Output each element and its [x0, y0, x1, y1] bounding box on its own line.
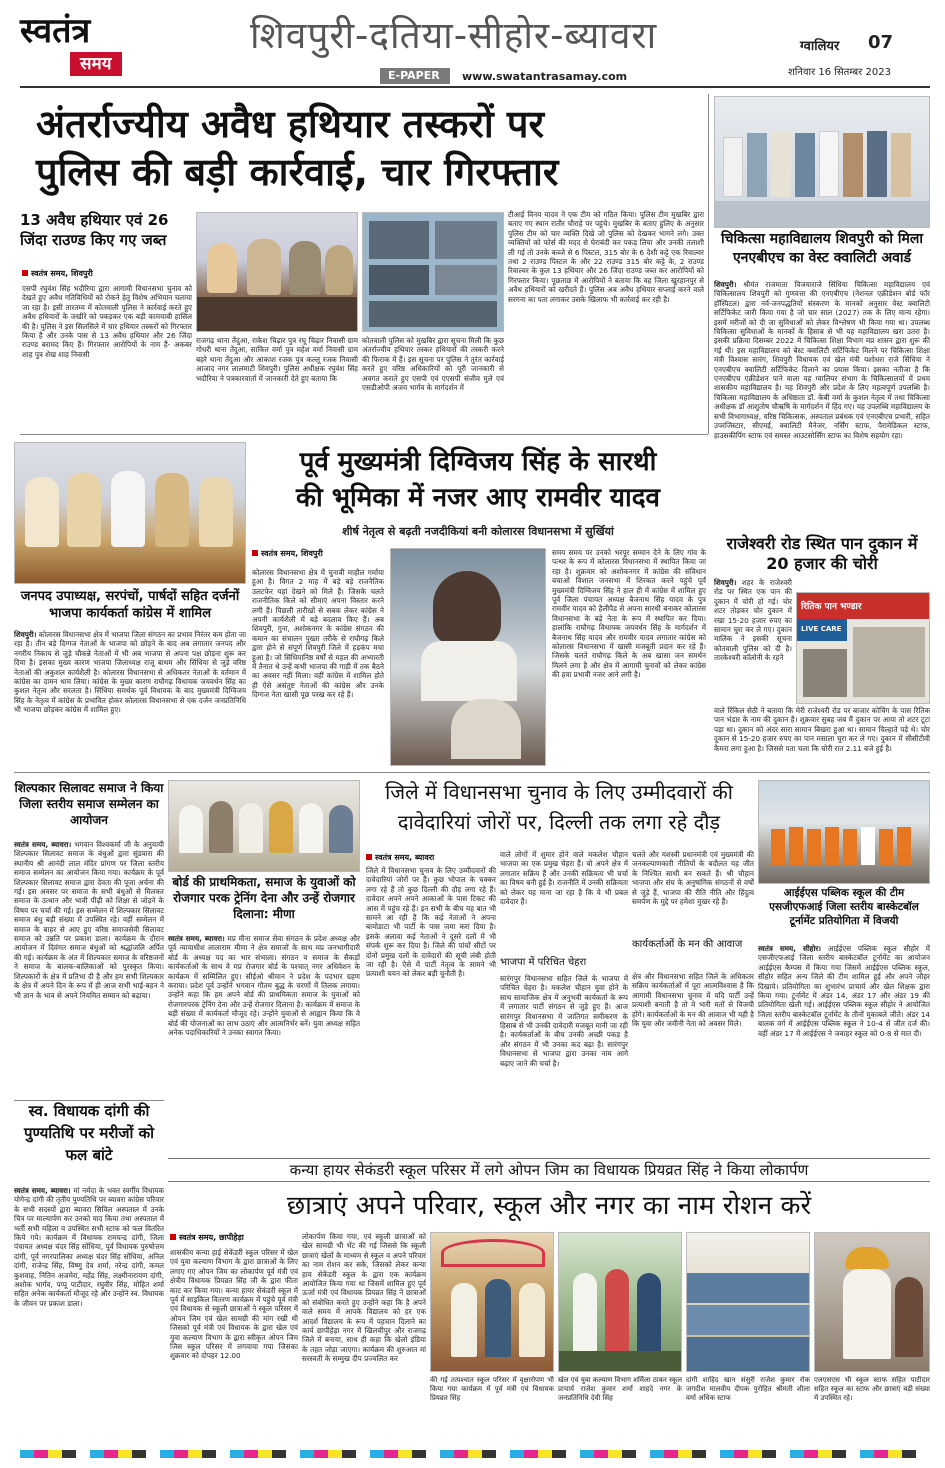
ips-headline: आईईएस पब्लिक स्कूल की टीम एसजीएफआई जिला स्तरीय बास्केटबॉल टूर्नामेंट प्रतियोगिता में विजयी	[769, 887, 919, 927]
digvijay-body-col-2: समय समय पर उनको भरपूर सम्मान देने के लिए गांव के पत्थर के रूप में कोलारस विधानसभा में स्थापित किया जा रहा है। शुक्रवार को अशोकनगर में कांग्रेस की संविधान बचाओ विशाल जनसभा में शिरकत करने पहुंचे पूर्व मुख्यमंत्री दिग्विजय सिंह ने हाल ही में कांग्रेस में शामिल हुए पूर्व जिला पंचायत अध्यक्ष बैजनाथ सिंह यादव के पुत्र रामवीर यादव को हैलीपैड से अपना सारथी बनाकर कोलारस विधानसभा के बड़े नेता के रूप में स्थापित कर दिया। हालांकि राघौगढ़ विधायक जयवर्धन सिंह के मार्गदर्शन में बैजनाथ सिंह यादव और रामवीर यादव लगातार कांग्रेस को कोलारस विधानसभा में खासी मजबूती प्रदान कर रहे हैं। जिसके चलते राघौगढ़ किले के अब खासा जन समर्थन मिलने लगा है और क्षेत्र में आगामी चुनावों को लेकर कांग्रेस की हवा प्रभावी नजर आने लगी है।	[552, 548, 706, 680]
shop-sign-text: रितिक पान भण्डार	[801, 602, 862, 612]
open-gym-band	[168, 1158, 930, 1182]
chunav-body-col-5: क्षेत्र और विधानसभा सहित जिले के अधिकतर सक्रिय कार्यकर्ताओं में पूरा आत्मविश्वास है कि आगामी विधानसभा चुनाव में यदि पार्टी उन्हें प्रत्याशी बनाती है तो वे भारी मतों से विजयी होंगे। कार्यकर्ताओं के मन की आवाज भी यही है कि युवा और जमीनी नेता को अवसर मिले।	[632, 972, 754, 1029]
masthead-rule	[20, 86, 930, 88]
lead-body-col-3: कोतवाली पुलिस को मुखबिर द्वारा सूचना मिली कि कुछ अंतर्राज्यीय हथियार तस्कर हथियारों की तस्करी करने की फिराक में हैं। इस सूचना पर पुलिस ने तुरंत कार्रवाई करते हुए वरिष्ठ अधिकारियों को पूरी जानकारी से अवगत कराते हुए एसपी एवं एएसपी संजीव मुले एवं एसडीओपी अजय भार्गव के मार्गदर्शन में	[362, 336, 504, 393]
medical-body: शिवपुरी। श्रीमंत राजमाता विजयाराजे सिंधिया चिकित्सा महाविद्यालय एवं चिकित्सालय शिवपुरी को गुणवत्ता की एनएबीएच (नेशनल एक्रीडेशन बोर्ड फॉर हॉस्पिटल) द्वारा नर्व-जनपद्धतियों संस्करण के मानकों अनुसार वेस्ट क्वालिटी सर्टिफिकेट जारी किया गया है जो चार साल (2027) तक के लिए मान्य रहेगा। इसमें मरीजों को दी जा सुविधाओं को लेकर विश्लेषण भी किया गया था। उपलब्ध चिकित्सा सुविधाओं के मानकों के हिसाब से भी यह महाविद्यालय खरा उतरा है। इसकी प्रक्रिया दिसम्बर 2022 में चिकित्सा शिक्षा विभाग मप्र शासन द्वारा शुरू की गई थी। इस महाविद्यालय को बेस्ट क्वालिटी सर्टिफिकेट मिलने पर चिकित्सा शिक्षा मंत्री विश्वास सारंग, शिवपुरी विधायक एवं खेल मंत्री यशोधरा राजे सिंधिया ने एनएबीएच क्वालिटी सर्टिफिकेट दिलाने का प्रयास किया। इसका नतीजा है कि एनएबीएच एक्रीडेशन पाने वाला यह ग्वालियर संभाग के चिकित्सालयों में प्रथम शासकीय महाविद्यालय है। यह शिवपुरी और प्रदेश के लिए महत्वपूर्ण उपलब्धि है। चिकित्सा महाविद्यालय के अधिष्ठाता डॉ. केबी वर्मा के कुशल नेतृत्व में तथा चिकित्सा अधीक्षक डॉ आशुतोष चौऋषि के मार्गदर्शन में हिंद गए। यह उपलब्धि महाविद्यालय के सभी विभागाध्यक्ष, वरिष्ठ चिकित्सक, अस्पताल प्रबंधक एवं एनएबीएच प्रभारी, सहित उपरजिस्टार, सीएमई, क्वालिटी मैनेजर, नर्सिंग स्टाफ, पैरामेडिकल स्टाफ, हाउसकीपिंग स्टाफ एवं समस्त आउटसोर्सिंग स्टाफ का विशेष सहयोग रहा।	[714, 280, 930, 440]
shilpkar-headline: शिल्पकार सिलावट समाज ने किया जिला स्तरीय समाज सम्मेलन का आयोजन	[14, 781, 164, 827]
masthead	[0, 0, 945, 88]
digvijay-body-col-1: कोलारस विधानसभा क्षेत्र में चुनावी माहौल गर्माया हुआ है। विगत 2 माह में बड़े बड़े राजनैतिक उलटफेर यहां देखने को मिले हैं। जिसके चलते राजनीतिक किले को सीमाएं अपना विस्तार करने लगी हैं। पिछली तारीखों से सबक लेकर कांग्रेस ने अपनी कार्यशैली में बड़े बदलाव किए हैं। अब शिवपुरी, गुना, अशोकनगर के कांग्रेस संगठन की कमान का संचालन पुख्ता तरीके से राघौगढ़ किले द्वारा होने से संपूर्ण शिवपुरी जिले में हड़कंप मचा हुआ है। जो सिंधियानिष्ठ वर्षों से महल की अभ्यारती में तैनात थे उन्हें कभी भाजपा की गाड़ी में तक बैठने का अवसर नहीं मिला। वहीं कांग्रेस में शामिल होते ही ऐसे असंतुष्ट नेताओं की कांग्रेस और उनके दिग्गज नेता खासी पूछ परख कर रहे हैं।	[252, 568, 384, 700]
digvijay-byline: स्वतंत्र समय, शिवपुरी	[252, 548, 452, 559]
board-body: स्वतंत्र समय, ब्यावरा। मप्र मीना समाज सेवा संगठन के प्रदेश अध्यक्ष और पूर्व न्यायाधीश लालाराम मीणा ने क्षेत्र समाजों के साथ मप्र जनभागीदारी बोर्ड के अध्यक्ष पद का भार संभाला। संगठन व समाज के सैकड़ों कार्यकर्ताओं के साथ वे मप्र रोजगार बोर्ड के पश्चात् नगर अधिवेशन के कार्यक्रम में सम्मिलित हुए। सीईओ श्रीमान ने प्रदेश के पदभार ग्रहण कराया। प्रदेश पूर्व उन्होंने भगवान गौतम बुद्ध के चरणों में तिलक लगाया। उन्होंने कहा कि हम अपने बोर्ड की प्राथमिकता समाज के युवाओं को रोजगारपरक ट्रेनिंग देना और उन्हें रोजगार दिलाना है। कार्यक्रम में समाज के बड़ी संख्या में कार्यकर्ता मौजूद रहे। उन्होंने युवाओं से आह्वान किया कि वे बोर्ड की योजनाओं का लाभ उठाएं और आत्मनिर्भर बनें। युवा अध्यक्ष सहित अनेक पदाधिकारियों ने उनका स्वागत किया।	[168, 934, 360, 1038]
board-photo	[168, 780, 360, 872]
lead-photo-seized-weapons	[362, 212, 504, 332]
janpad-body: शिवपुरी। कोलारस विधानसभा क्षेत्र में भाजपा जिला संगठन का प्रभाव निरंतर कम होता जा रहा है। तीन बड़े दिग्गज नेताओं के भाजपा को छोड़ने के बाद अब लगातार जनपद और नगरीय निकाय से जुड़े चौकन्ने नेताओं में भी अब भाजपा से अपना पक्ष छोड़ना शुरू कर दिया है। इसका मुख्य कारण भाजपा जिलाध्यक्ष राजू बाथम और सिंधिया से जुड़े वरिष्ठ नेताओं की अकुशल कार्यशैली है। कोलारस विधानसभा से अधिकतर नेताओं के वर्तमान में कांग्रेस का दामन थाम लिया। कांग्रेस के मुख्य कारण राघौगढ़ विधायक जयवर्धन सिंह का कुशल नेतृत्व और सरलता है। सिंधिया समर्थक पूर्व विधायक के बाद मुख्यमंत्री दिग्विजय सिंह के नेतृत्व में कांग्रेस के प्रभावित होकर कोलारस विधानसभा से एक दर्जन जनप्रतिनिधि भी भाजपा छोड़कर कांग्रेस में शामिल हुए।	[14, 630, 246, 715]
lead-headline	[22, 100, 702, 196]
page-number: 07	[868, 32, 894, 53]
divider-horizontal-2	[14, 772, 930, 773]
chhatra-byline: स्वतंत्र समय, छापीहेड़ा	[170, 1232, 300, 1243]
print-registration-bar	[20, 1450, 930, 1458]
janpad-photo	[14, 442, 246, 584]
chhatra-caption-3: दांगी शाहिद खान संसुरी राजेश कुमार रोक जगदीश मालवीय दीपक पुरोहित श्रीमती शीला वर्मा अधिक स्टाफ	[686, 1376, 810, 1402]
shilpkar-body: स्वतंत्र समय, ब्यावरा। भगवान विश्वकर्मा जी के अनुयायी शिल्पकार सिलावट समाज के बंधुओं द्वारा सुंडवारा की स्थानीय श्री आनंदी लाल मंदिर प्रांगण पर जिला स्तरीय समाज सम्मेलन का आयोजन किया गया। कार्यक्रम के पूर्व शिल्पकार सिलावट समाज द्वारा देवता की पूजा अर्चना की गई। इस अवसर पर समाज के सभी बंधुओं से मिलकर समाज के उत्थान और भावी पीढ़ी को शिक्षा से जोड़ने के विषय पर चर्चा की गई। इस सम्मेलन में शिल्पकार सिलावट समाज बंधु बड़ी संख्या में उपस्थित रहे। वहीं सम्मेलन में समाज के बाहर से आए हुए वरिष्ठ समाजसेवी सिलावट समाज को उन्नति पर प्रकाश डाला। कार्यक्रम के दौरान आयोजन में दिवंगत समाज बंधुओं को श्रद्धांजलि अर्पित की गई। कार्यक्रम के अंत में शिल्पकार समाज के वरिष्ठजनों ने समाज के बालक-बालिकाओं को पुरस्कृत किया। शिल्पकारों के क्षेत्र में प्रतिभा दी है और हम सभी शिल्पकार के क्षेत्र में अपने दिन के रूप में ही आज सभी भाई-बहन ने भी ज्ञान के भाव से अपने नियमित सम्मान को बढ़ाया।	[14, 840, 164, 1000]
chhatra-caption-1: की गई तत्पश्चात स्कूल परिसर में वृक्षारोपण भी किया गया कार्यक्रम में पूर्व मंत्री एवं विधायक प्रियव्रत सिंह	[430, 1376, 554, 1402]
chhatra-caption-2: खेल एवं युवा कल्याण विभाग शर्मिला ठाकर स्कूल प्राचार्य राजेश कुमार शर्मा शाहदे नगर के जनप्रतिनिधि देवी सिंह	[558, 1376, 682, 1402]
dangi-body: स्वतंत्र समय, ब्यावरा। मां नर्मदा के भक्त स्वर्गीय विधायक योगेन्द्र दांगी की तृतीय पुण्यतिथि पर ब्यावरा कांग्रेस परिवार के सभी सदस्यों द्वारा ब्यावरा सिविल अस्पताल में उनके चित्र पर माल्यार्पण कर उनको याद किया तथा अस्पताल में भर्ती सभी महिला व उपस्थित सभी स्टाफ को फल वितरित किये गये। कार्यक्रम में विधायक रामचन्द्र दांगी, जिला पंचायत अध्यक्ष चंदर सिंह सोंधिया, पूर्व विधायक पुरुषोत्तम दांगी, पूर्व नगरपालिका अध्यक्ष चंदर सिंह सोंधिया, अनिल दांगी, राजेन्द्र सिंह, विष्णु देव शर्मा, नरेन्द्र दांगी, कमल कुशवाह, नितिन अजमेरा, महेंद्र सिंह, लक्ष्मीनारायण दांगी, अशोक भार्गव, पप्पू पाटीदार, रघुवीर सिंह, मोहित शर्मा सहित अनेक कार्यकर्ता मौजूद रहे और उन्होंने स्व. विधायक के जीवन पर प्रकाश डाला।	[14, 1186, 164, 1308]
janpad-headline: जनपद उपाध्यक्ष, सरपंचों, पार्षदों सहित दर्जनों भाजपा कार्यकर्ता कांग्रेस में शामिल	[20, 589, 240, 621]
issue-date: शनिवार 16 सितम्बर 2023	[788, 67, 891, 78]
digvijay-photo-car	[390, 548, 546, 766]
ips-body: स्वतंत्र समय, सीहोर। आईईएस पब्लिक स्कूल सीहोर में एसजीएफआई जिला स्तरीय बास्केटबॉल टूर्नामेंट का आयोजन आईईएस कैम्पस में किया गया जिसमें आईईएस पब्लिक स्कूल, सीहोर सहित अन्य जिले की टीम शामिल हुई और अपने जौहर दिखाये। प्रतियोगिता का शुभारंभ प्राचार्य और खेल शिक्षक द्वारा किया गया। टूर्नामेंट में अंडर 14, अंडर 17 और अंडर 19 की प्रतियोगिता खेली गई। आईईएस पब्लिक स्कूल सीहोर ने आयोजित जिला स्तरीय बास्केटबॉल टूर्नामेंट के तीनों मुकाबले जीते। अंडर 14 बालक वर्ग में आईईएस पब्लिक स्कूल ने 10-4 से जीत दर्ज की। वहीं अंडर 17 में आईईएस ने जवाहर स्कूल को 0-8 से मात दी।	[758, 944, 930, 1038]
chunav-body-col-3: सारंगपुर विधानसभा सहित जिले के भाजपा में परिचित चेहरा है। मकलेश चौहान युवा होने के साथ सामाजिक क्षेत्र में अनुभवी कार्यकर्ता के रूप में लगातार पार्टी संगठन से जुड़े हुए हैं। आज सारंगपुर विधानसभा में जातिगत समीकरण के हिसाब से भी उनकी दावेदारी मजबूत मानी जा रही है। कार्यकर्ताओं के बीच उनकी अच्छी पकड़ है और संगठन में भी उनका कद बढ़ा है। सारंगपुर विधानसभा से भाजपा द्वारा उनका नाम आगे बढ़ाए जाने की चर्चा है।	[500, 974, 628, 1068]
digvijay-headline-line-1: पूर्व मुख्यमंत्री दिग्विजय सिंह के सारथी	[299, 447, 657, 477]
chunav-subhead-1: भाजपा में परिचित चेहरा	[500, 957, 587, 968]
divider-horizontal-1	[20, 434, 708, 435]
shop-sign-text-2: LIVE CARE	[801, 625, 842, 633]
divider-vertical-1	[708, 94, 709, 434]
open-gym-band-text: कन्या हायर सेकंडरी स्कूल परिसर में लगे ओपन जिम का विधायक प्रियव्रत सिंह ने किया लोकार्पण	[289, 1161, 809, 1179]
chhatra-photo-4	[814, 1232, 930, 1372]
epaper-label: E-PAPER	[388, 69, 440, 82]
chhatra-headline: छात्राएं अपने परिवार, स्कूल और नगर का नाम रोशन करें	[286, 1191, 812, 1221]
lead-body-col-4: टीआई विनय यादव ने एक टीम को गठित किया। पुलिस टीम मुखबिर द्वारा बताए गए स्थान रातौर चौराहे पर पहुंचे। मुखबिर के बताए हुलिए के अनुसार पुलिस टीम को चार व्यक्ति दिखे जो पुलिस को देखकर भागने लगे। उक्त व्यक्तियों को फोर्स की मदद से घेराबंदी कर पकड़ लिया और उनकी तलाशी ली गई तो उनके कब्जे से 6 पिस्टल, 315 बोर के 6 देशी कट्टे एक रिवाल्वर तथा 2 राउण्ड पिस्टल के और 22 राउण्ड 315 बोर कट्टे के, 2 राउण्ड रिवाल्वर के कुल 13 हथियार और 26 जिंदा राउण्ड जब्त कर आरोपियों को गिरफ्तार किया। पूछताछ में आरोपियों ने बताया कि वह जिला खुरहानपुर से अवैध हथियारों को खरीदते हैं। पुलिस अब अवैध हथियार सप्लाई करने वाले सरगना का पता लगाकर उसके खिलाफ भी कार्रवाई कर रही है।	[508, 210, 704, 304]
board-headline: बोर्ड की प्राथमिकता, समाज के युवाओं को रोजगार परक ट्रेनिंग देना और उन्हें रोजगार दिलाना: मीणा	[172, 875, 356, 921]
chhatra-body-col-2: लोकार्पण किया गया, एवं स्कूली छात्राओं को खेल सामग्री भी भेंट की गई जिससे कि स्कूली छात्राएं खेलों के माध्यम से स्कूल व अपने परिवार का नाम रोशन कर सके, जिसको लेकर कन्या हाय सेकेंडरी स्कूल के द्वारा एक कार्यक्रम आयोजित किया गया था जिसमें शामिल हुए पूर्व ऊर्जा मंत्री एवं विधायक प्रियव्रत सिंह ने छात्राओं को संबोधित करते हुए उन्होंने कहा कि है अपने वाले समय में आपके विद्यालय को हर एक आदर्श विद्यालय के रूप में पहचान दिलाने का कार्य छापीहेड़ा नगर में खिलचीपुर और राजगढ़ जिले में बनाया, साथ ही कहा कि खेलो इंडिया के तहत जोड़ा जाएगा। कार्यक्रम की शुरुआत मां सरस्वती के सम्मुख दीप प्रज्वलित कर	[302, 1232, 426, 1364]
lead-body-col-1: एसपी रघुवंश सिंह भदौरिया द्वारा आगामी विधानसभा चुनाव को देखते हुए अवैध गतिविधियों को रोकने हेतु विशेष अभियान चलाया जा रहा है। इसी तारतम्य में कोतवाली पुलिस ने कार्रवाई करते हुए अवैध हथियारों के जखीरे को पकड़कर एक बड़ी कामयाबी हासिल की है। पुलिस ने इस सिलसिले में चार हथियार तस्करों को गिरफ्तार किया है और उनके पास से 13 अवैध हथियार और 26 जिंदा राउण्ड बरामद किए हैं। गिरफ्तार आरोपियों के नाम हैं- अकबर शाह पुत्र शेख शाह निवासी	[22, 284, 192, 359]
chunav-headline-line-1: जिले में विधानसभा चुनाव के लिए उम्मीदवारों की	[385, 780, 733, 804]
chhatra-caption-4: एलएसएस भी स्कूल स्टाफ सहित पाटीदार सहित स्कूल का स्टाफ और छात्राएं बड़ी संख्या में उपस्थित रहे।	[814, 1376, 930, 1402]
lead-subhead: 13 अवैध हथियार एवं 26 जिंदा राउण्ड किए गए जब्त	[20, 211, 169, 249]
rajeshwari-body-col-1: शिवपुरी। शहर के राजेश्वरी रोड पर स्थित एक पान की दुकान में चोरी हो गई। चोर शटर तोड़कर चोर दुकान में रखा 15-20 हजार रुपए का सामान चुरा कर ले गए। दुकान मालिक ने इसकी सूचना कोतवाली पुलिस को दी है। तारकेश्वरी कॉलोनी के रहने	[714, 578, 792, 663]
website-link[interactable]: www.swatantrasamay.com	[462, 70, 628, 83]
edition-title: शिवपुरी-दतिया-सीहोर-ब्यावरा	[250, 14, 658, 57]
medical-headline: चिकित्सा महाविद्यालय शिवपुरी को मिला एनएबीएच का वेस्ट क्वालिटी अवार्ड	[720, 231, 924, 266]
city-label: ग्वालियर	[800, 39, 840, 54]
chhatra-photo-3	[686, 1232, 810, 1372]
ips-basketball-photo	[758, 780, 930, 884]
lead-headline-line-2: पुलिस की बड़ी कार्रवाई, चार गिरफ्तार	[36, 150, 559, 194]
chunav-body-col-2: वाले लोगों में शुमार होने वाले मकलेश चौहान भाजपा का एक प्रमुख चेहरा हैं। वो अपने क्षेत्र में लगातार सक्रिय हैं और उनकी सक्रियता भी चर्चा का विषय बनी हुई है। राजनीति में उनकी सक्रियता को लेकर यह माना जा रहा है कि वे भी प्रबल दावेदार हैं।	[500, 850, 628, 907]
chunav-body-col-1: जिले में विधानसभा चुनाव के लिए उम्मीदवारों की दावेदारियां जोरों पर हैं। कुछ भोपाल के चक्कर लगा रहे हैं तो कुछ दिल्ली की दौड़ लगा रहे हैं। दावेदार अपने अपने आकाओं के पास टिकट की आस में पहुंच रहे हैं। इन सभी के बीच यह बात भी सामने आ रही है कि कई नेताओं ने अपना बायोडाटा भी पार्टी के पास जमा करा दिया है। इसके अलावा कई नेताओं ने दूसरे दलों में भी संपर्क शुरू कर दिया है। जिले की पांचों सीटों पर दोनों प्रमुख दलों के दावेदारों की सूची लंबी होती जा रही है। ऐसे में पार्टी नेतृत्व के सामने भी प्रत्याशी चयन को लेकर बड़ी चुनौती है।	[366, 866, 496, 979]
chunav-body-col-4: चलते और यशस्वी प्रधानमंत्री एवं मुख्यमंत्री की जनकल्याणकारी नीतियों के बदौलत यह जीत के निश्चित साथी बन सकते हैं। श्री चौहान भाजपा और संघ के अनुषांगिक संगठनों से वर्षों से जुड़े हैं, भाजपा की रीति नीति और हिंदुत्व समर्पण के मुद्दे पर हमेशा मुखर रहे हैं।	[632, 850, 754, 907]
lead-byline: स्वतंत्र समय, शिवपुरी	[22, 268, 192, 279]
logo	[20, 12, 152, 82]
medical-award-photo	[714, 96, 930, 228]
chunav-headline-line-2: दावेदारियां जोरों पर, दिल्ली तक लगा रहे दौड़	[397, 810, 721, 834]
lead-body-col-2: राजगढ़ थाना तेंदुआ, राकेश चिढ़ार पुत्र रघू चिढ़ार निवासी ग्राम गोधरी थाना तेंदुआ, साकित वर्मा पुत्र महेश वर्मा निवासी ग्राम बहरे थाना तेंदुआ और आकाश रजक पुत्र कल्लू रजक निवासी आजाद नगर लालमाटी शिवपुरी। पुलिस अधीक्षक रघुवंश सिंह भदौरिया ने पत्रकारवार्ता में जानकारी देते हुए बताया कि	[196, 336, 358, 383]
chhatra-photo-1	[430, 1232, 554, 1372]
lead-headline-line-1: अंतर्राज्यीय अवैध हथियार तस्करों पर	[36, 102, 545, 146]
chunav-byline: स्वतंत्र समय, ब्यावरा	[366, 852, 496, 863]
digvijay-headline-line-2: की भूमिका में नजर आए रामवीर यादव	[296, 483, 660, 513]
dangi-headline: स्व. विधायक दांगी की पुण्यतिथि पर मरीजों को फल बांटे	[24, 1102, 154, 1164]
rajeshwari-body-col-2: वाले रिंकिल सेठी ने बताया कि मेरी राजेश्वरी रोड पर बाजार कोचिंग के पास रितिक पान भंडार के नाम की दुकान है। शुक्रवार सुबह जब मैं दुकान पर आया तो शटर टूटा पड़ा था। दुकान को अंदर सारा सामान बिखरा हुआ था। सामान चिल्हाते पड़े थे। चोर दुकान से 15-20 हजार रुपए का पान मसाला चुरा कर ले गए। दुकान में सीसीटीवी कैमरा लगा हुआ है। जिससे पता चला कि चोरी रात 2.11 बजे हुई है।	[714, 706, 930, 753]
chunav-subhead-2: कार्यकर्ताओं के मन की आवाज	[632, 939, 743, 950]
chhatra-photo-2	[558, 1232, 682, 1372]
logo-bottom: समय	[70, 52, 122, 76]
rajeshwari-shop-photo	[796, 592, 930, 704]
logo-top: स्वतंत्र	[20, 11, 91, 51]
rajeshwari-headline: राजेश्वरी रोड स्थित पान दुकान में 20 हजार की चोरी	[726, 534, 918, 573]
lead-photo-press-conference	[196, 212, 358, 332]
digvijay-subhead: शीर्ष नेतृत्व से बढ़ती नजदीकियां बनी कोलारस विधानसभा में सुर्खियां	[342, 525, 614, 538]
chhatra-body-col-1: शासकीय कन्या हाई सेकेंडरी स्कूल परिसर में खेल एवं युवा कल्याण विभाग के द्वारा छात्राओं के लिए लगाए गए ओपन जिम का लोकार्पण पूर्व मंत्री एवं क्षेत्रीय विधायक प्रियव्रत सिंह जी के द्वारा फीता काट कर किया गया। कन्या हायर सेकंडरी स्कूल में पूर्व में साइकिल वितरण कार्यक्रम में पहुंचे पूर्व मंत्री एवं विधायक से स्कूली छात्राओं ने स्कूल परिसर में ओपन जिम एवं खेल सामग्री की मांग रखी थी जिसको पूर्व मंत्री एवं विधायक के द्वारा खेल एवं युवा कल्याण विभाग के द्वारा स्वीकृत ओपन जिम जिस स्कूल परिसर में लगवाया गया जिसका शुक्रवार को दोपहर 12.00	[170, 1248, 298, 1361]
